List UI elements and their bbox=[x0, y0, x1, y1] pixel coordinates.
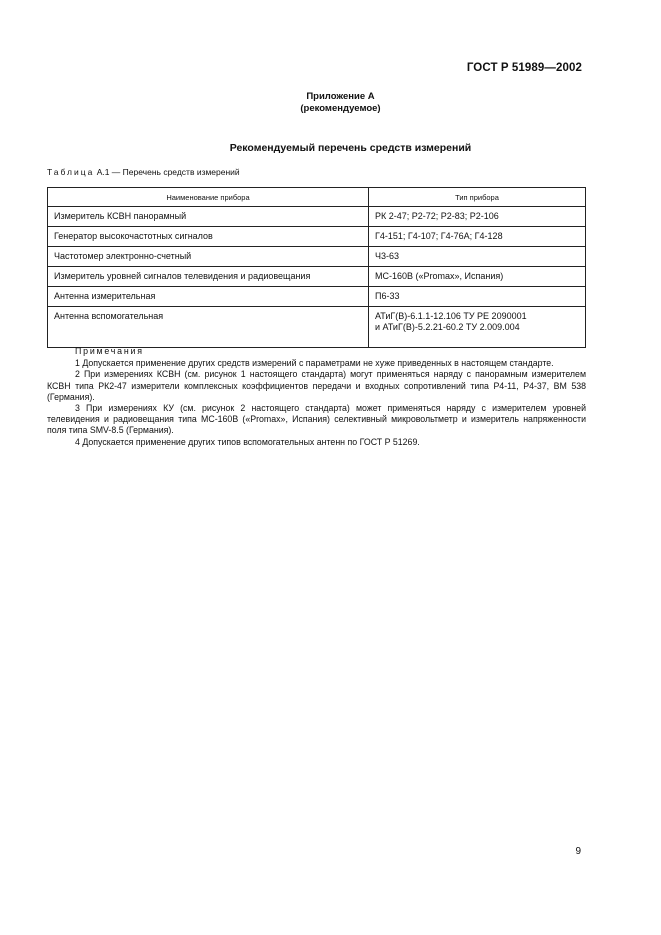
note-item: 4 Допускается применение других типов вспомогательных антенн по ГОСТ Р 51269. bbox=[75, 436, 420, 447]
notes-heading: Примечания bbox=[75, 346, 144, 356]
instrument-type-line: и АТиГ(В)-5.2.21-60.2 ТУ 2.009.004 bbox=[375, 322, 520, 332]
appendix-title: Приложение А bbox=[306, 91, 375, 102]
instrument-type: Г4-151; Г4-107; Г4-76А; Г4-128 bbox=[369, 227, 586, 247]
note-item: 2 При измерениях КСВН (см. рисунок 1 настоящего стандарта) могут применяться наряду с панорамным измерителем КСВН типа РК2-47 измерители комплексных коэффициентов передачи и входных сопротивлений типа Р4-11, Р4-37, ВМ 538 (Германия). bbox=[47, 369, 586, 402]
instrument-type: МС-160В («Promax», Испания) bbox=[369, 267, 586, 287]
notes-section bbox=[47, 346, 586, 448]
table-caption bbox=[47, 167, 240, 177]
instrument-name: Частотомер электронно-счетный bbox=[48, 247, 369, 267]
instrument-type: П6-33 bbox=[369, 287, 586, 307]
column-header-name: Наименование прибора bbox=[48, 188, 369, 207]
table-caption-text: А.1 — Перечень средств измерений bbox=[94, 167, 240, 177]
table-header-row bbox=[48, 188, 586, 207]
table-row bbox=[48, 207, 586, 227]
table-row bbox=[48, 267, 586, 287]
instrument-name: Антенна вспомогательная bbox=[48, 307, 369, 348]
column-header-type: Тип прибора bbox=[369, 188, 586, 207]
instrument-name: Генератор высокочастотных сигналов bbox=[48, 227, 369, 247]
table-caption-prefix: Таблица bbox=[47, 167, 95, 177]
instrument-name: Измеритель уровней сигналов телевидения и радиовещания bbox=[48, 267, 369, 287]
table-row bbox=[48, 287, 586, 307]
table-row bbox=[48, 247, 586, 267]
instrument-type: Ч3-63 bbox=[369, 247, 586, 267]
instrument-name: Антенна измерительная bbox=[48, 287, 369, 307]
appendix-heading bbox=[0, 91, 661, 115]
document-code: ГОСТ Р 51989—2002 bbox=[466, 62, 582, 74]
note-item: 1 Допускается применение других средств измерений с параметрами не хуже приведенных в настоящем стандарте. bbox=[75, 358, 554, 369]
instrument-type bbox=[369, 307, 586, 348]
appendix-subtitle: (рекомендуемое) bbox=[300, 103, 381, 114]
page-number: 9 bbox=[575, 846, 581, 857]
section-title bbox=[0, 142, 661, 154]
note-item: 3 При измерениях КУ (см. рисунок 2 настоящего стандарта) может применяться наряду с измерителем уровней телевидения и радиовещания типа МС-160В («Promax», Испания) селективный микровольтметр и измеритель напряженности поля типа SMV-8.5 (Германия). bbox=[47, 403, 586, 436]
instruments-table bbox=[47, 187, 586, 348]
instrument-name: Измеритель КСВН панорамный bbox=[48, 207, 369, 227]
table-row bbox=[48, 227, 586, 247]
instrument-type: РК 2-47; Р2-72; Р2-83; Р2-106 bbox=[369, 207, 586, 227]
section-title-text: Рекомендуемый перечень средств измерений bbox=[229, 142, 472, 154]
table-row bbox=[48, 307, 586, 348]
instrument-type-line: АТиГ(В)-6.1.1-12.106 ТУ РЕ 2090001 bbox=[375, 311, 527, 321]
